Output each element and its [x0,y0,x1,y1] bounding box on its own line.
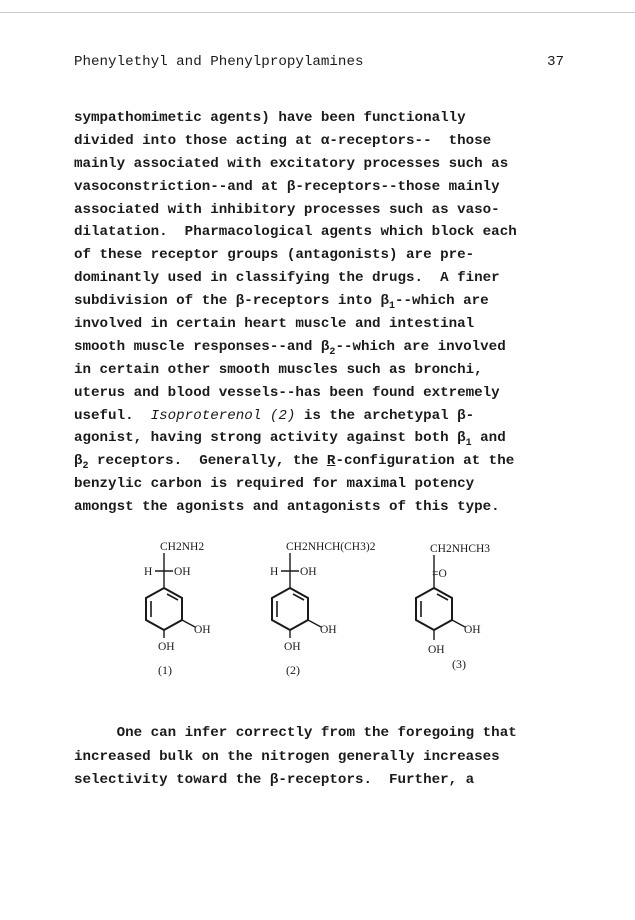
alpha-h-label: H [144,566,153,578]
structure-label: (3) [452,657,466,671]
alpha-oh-label: OH [174,566,191,578]
text-line: vasoconstriction--and at β-receptors--those mainly [74,178,500,195]
subscript: 1 [389,301,396,313]
underlined-R: R [326,453,336,470]
top-rule [0,12,635,13]
text-line: uterus and blood vessels--has been found extremely [74,384,500,401]
side-chain-label: CH2NH2 [160,541,205,553]
para-oh-label: OH [158,641,175,653]
structure-2 [266,530,396,685]
compound-name-italic: Isoproterenol (2) [150,407,296,424]
text-line: in certain other smooth muscles such as bronchi, [74,361,483,378]
text-line: benzylic carbon is required for maximal potency [74,476,475,493]
text-line: increased bulk on the nitrogen generally increases [74,748,500,765]
text-line: sympathomimetic agents) have been functionally [74,110,466,126]
text-line: agonist, having strong activity against both $\beta_1$ and [74,430,506,450]
alpha-oh-label: OH [300,566,317,578]
para-oh-label: OH [284,641,301,653]
alpha-h-label: H [270,566,279,578]
side-chain-label: CH2NHCH(CH3)2 [286,541,376,553]
ring-oh-label: OH [464,624,481,636]
text-line: associated with inhibitory processes such as vaso- [74,201,500,218]
paragraph-1 [74,107,574,519]
side-chain-label: CH2NHCH3 [430,543,491,555]
text-line: mainly associated with excitatory processes such as [74,155,509,172]
text-line: subdivision of the β-receptors into $\beta_1-$-which are [74,293,489,313]
structure-1 [140,530,260,685]
subscript: 2 [329,346,336,358]
ring-oh-label: OH [320,624,337,636]
structure-3 [410,530,530,685]
text-line: smooth muscle responses--and $\beta_2-$-which are involved [74,338,506,358]
carbonyl-label: =O [432,568,447,580]
structure-label: (2) [286,663,300,677]
text-line: $\beta_2$ receptors. Generally, the R-configuration at the [74,453,515,473]
text-line: dominantly used in classifying the drugs. A finer [74,270,500,287]
text-line: useful. Isoproterenol (2) is the archetypal β- [74,407,475,424]
para-oh-label: OH [428,644,445,656]
text-line: amongst the agonists and antagonists of this type. [74,499,500,516]
text-line: divided into those acting at α-receptors-- those [74,132,492,149]
subscript: 1 [465,438,472,450]
text-line: involved in certain heart muscle and intestinal [74,316,475,333]
text-line: One can infer correctly from the foregoing that [74,725,517,741]
structure-label: (1) [158,663,172,677]
subscript: 2 [82,461,89,473]
running-title: Phenylethyl and Phenylpropylamines [74,54,364,70]
text-line: of these receptor groups (antagonists) are pre- [74,247,475,264]
paragraph-2 [74,722,574,793]
ring-oh-label: OH [194,624,211,636]
page-number: 37 [546,54,564,70]
text-line: dilatation. Pharmacological agents which block each [74,224,517,241]
text-line: selectivity toward the β-receptors. Further, a [74,772,475,788]
